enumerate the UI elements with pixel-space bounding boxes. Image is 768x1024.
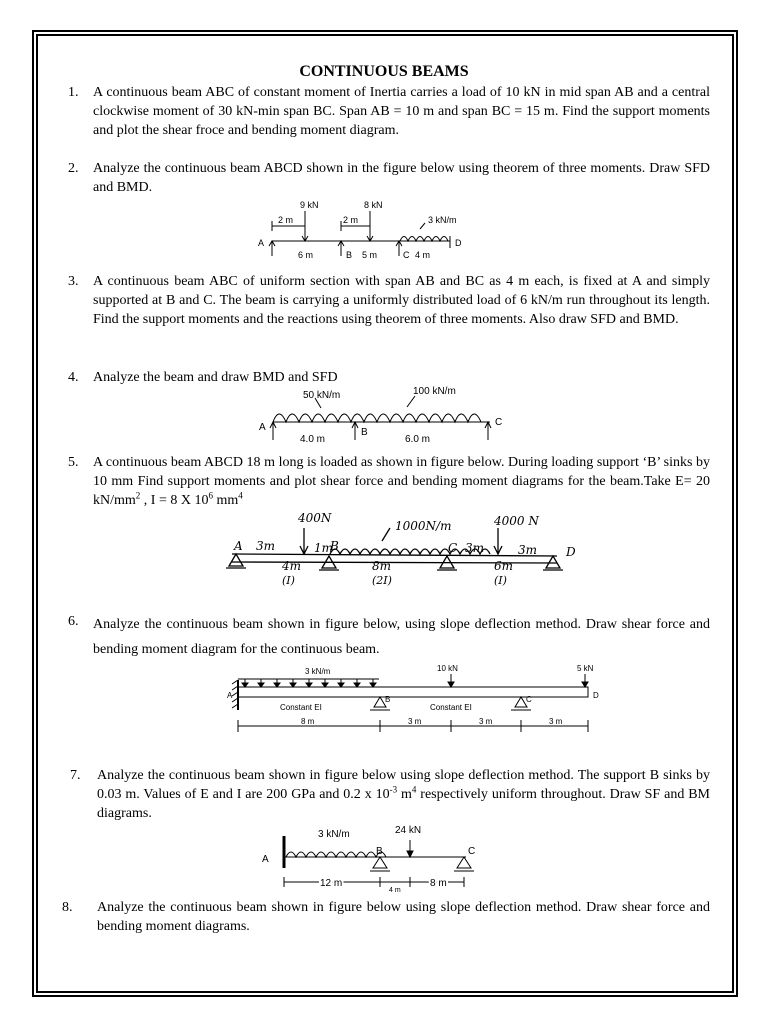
fig6-span1: 8 m — [301, 717, 315, 726]
fig5-dim-3m-c2: 3m — [518, 543, 538, 557]
fig5-support-A: A — [234, 539, 243, 553]
fig7-support-A: A — [262, 854, 269, 865]
fig6-support-A: A — [227, 691, 233, 700]
fig5-span2: 8m — [372, 559, 392, 573]
question-8-number: 8. — [62, 900, 73, 915]
question-2-text: Analyze the continuous beam ABCD shown in the figure below using theorem of three moments. Draw SFD and BMD. — [93, 161, 710, 195]
question-4-text: Analyze the beam and draw BMD and SFD — [93, 370, 338, 385]
fig5-udl-label: 1000N/m — [395, 519, 452, 533]
page-title: CONTINUOUS BEAMS — [299, 63, 469, 80]
fig2-load2-label: 8 kN — [364, 200, 383, 210]
fig2-support-D: D — [455, 238, 462, 248]
question-1-text: A continuous beam ABC of constant moment of Inertia carries a load of 10 kN in mid span AB and a central clockwise moment of 30 kN-min span BC. Span AB = 10 m and span BC = 15 m. Find the support moments and plot the shear froce and bending moment diagram. — [93, 85, 710, 138]
question-5-number: 5. — [68, 455, 79, 470]
fig2-load1-label: 9 kN — [300, 200, 319, 210]
fig6-load2-label: 5 kN — [577, 664, 594, 673]
figure-5-beam — [222, 508, 582, 590]
fig2-span1: 6 m — [298, 250, 314, 260]
fig5-dim-3m-c1: 3m — [465, 541, 485, 555]
fig6-udl-label: 3 kN/m — [305, 667, 331, 676]
question-1-number: 1. — [68, 85, 79, 100]
fig6-support-C: C — [526, 695, 532, 704]
question-4-number: 4. — [68, 370, 79, 385]
fig6-support-D: D — [593, 691, 599, 700]
fig6-ei1-label: Constant EI — [280, 703, 322, 712]
question-3-number: 3. — [68, 274, 79, 289]
fig6-span2: 3 m — [408, 717, 422, 726]
fig7-support-C: C — [468, 846, 476, 857]
fig4-udl2-label: 100 kN/m — [413, 386, 456, 397]
question-5-text: A continuous beam ABCD 18 m long is loaded as shown in figure below. During loading support ‘B’ sinks by 10 mm Find support moments and plot shear force and bending moment diagrams for the beam.Take E= 20 $kN/mm^2$ , I = 8 X $10^6$ $mm^4$ — [93, 455, 710, 508]
fig2-span3: 4 m — [415, 250, 431, 260]
question-8-text: Analyze the continuous beam shown in figure below using slope deflection method. Draw shear force and bending moment diagrams. — [97, 900, 710, 934]
fig5-support-B: B — [330, 539, 339, 553]
fig7-span1: 12 m — [320, 878, 343, 889]
fig5-load2-label: 4000 N — [494, 514, 539, 528]
question-6-text: Analyze the continuous beam shown in figure below, using slope deflection method. Draw shear force and bending moment diagram for the continuous beam. — [93, 617, 710, 657]
figure-4-beam — [255, 382, 515, 447]
fig5-dim-1m: 1m — [314, 541, 334, 555]
fig5-inertia2: (2I) — [372, 574, 392, 587]
fig5-span3: 6m — [494, 559, 514, 573]
fig5-inertia1: (I) — [282, 574, 295, 587]
fig5-support-C: C — [448, 541, 458, 555]
fig2-dist2-label: 2 m — [343, 215, 359, 225]
fig4-udl1-label: 50 kN/m — [303, 390, 341, 401]
fig4-support-A: A — [259, 422, 266, 433]
question-6-number: 6. — [68, 614, 79, 629]
question-7-number: 7. — [70, 768, 81, 783]
fig4-support-C: C — [495, 417, 503, 428]
fig7-span3: 8 m — [430, 878, 447, 889]
fig5-support-D: D — [566, 545, 576, 559]
fig2-dist1-label: 2 m — [278, 215, 294, 225]
fig4-support-B: B — [361, 427, 368, 438]
fig2-udl-label: 3 kN/m — [428, 215, 457, 225]
fig6-span3: 3 m — [479, 717, 493, 726]
fig6-load1-label: 10 kN — [437, 664, 458, 673]
question-7-text: Analyze the continuous beam shown in figure below using slope deflection method. The support B sinks by 0.03 m. Values of E and I are 200 GPa and 0.2 x $10^{-3}$ $m^4$ respectively uniform throughout. Draw SF and BM diagrams. — [97, 768, 710, 821]
fig7-load-label: 24 kN — [395, 825, 422, 836]
fig7-udl-label: 3 kN/m — [318, 829, 350, 840]
fig7-span2: 4 m — [389, 887, 401, 894]
fig2-support-B: B — [346, 250, 353, 260]
figure-2-beam — [250, 196, 480, 266]
figure-6-beam — [225, 662, 605, 744]
fig2-span2: 5 m — [362, 250, 378, 260]
figure-7-beam — [258, 822, 478, 894]
fig7-support-B: B — [376, 846, 383, 857]
question-2-number: 2. — [68, 161, 79, 176]
fig4-span2: 6.0 m — [405, 434, 431, 445]
fig4-span1: 4.0 m — [300, 434, 326, 445]
fig5-inertia3: (I) — [494, 574, 507, 587]
fig6-span4: 3 m — [549, 717, 563, 726]
fig5-load1-label: 400N — [298, 511, 332, 525]
fig6-ei2-label: Constant EI — [430, 703, 472, 712]
fig6-support-B: B — [385, 695, 391, 704]
fig2-support-A: A — [258, 238, 265, 248]
question-3-text: A continuous beam ABC of uniform section with span AB and BC as 4 m each, is fixed at A and simply supported at B and C. The beam is carrying a uniformly distributed load of 6 kN/m run throughout its length. Find the support moments and the reactions using theorem of three moments. Also draw SFD and BMD. — [93, 274, 710, 327]
fig6-udl-arrows — [242, 679, 376, 687]
fig5-span1: 4m — [282, 559, 302, 573]
fig2-support-C: C — [403, 250, 410, 260]
fig5-dim-3m-a: 3m — [256, 539, 276, 553]
